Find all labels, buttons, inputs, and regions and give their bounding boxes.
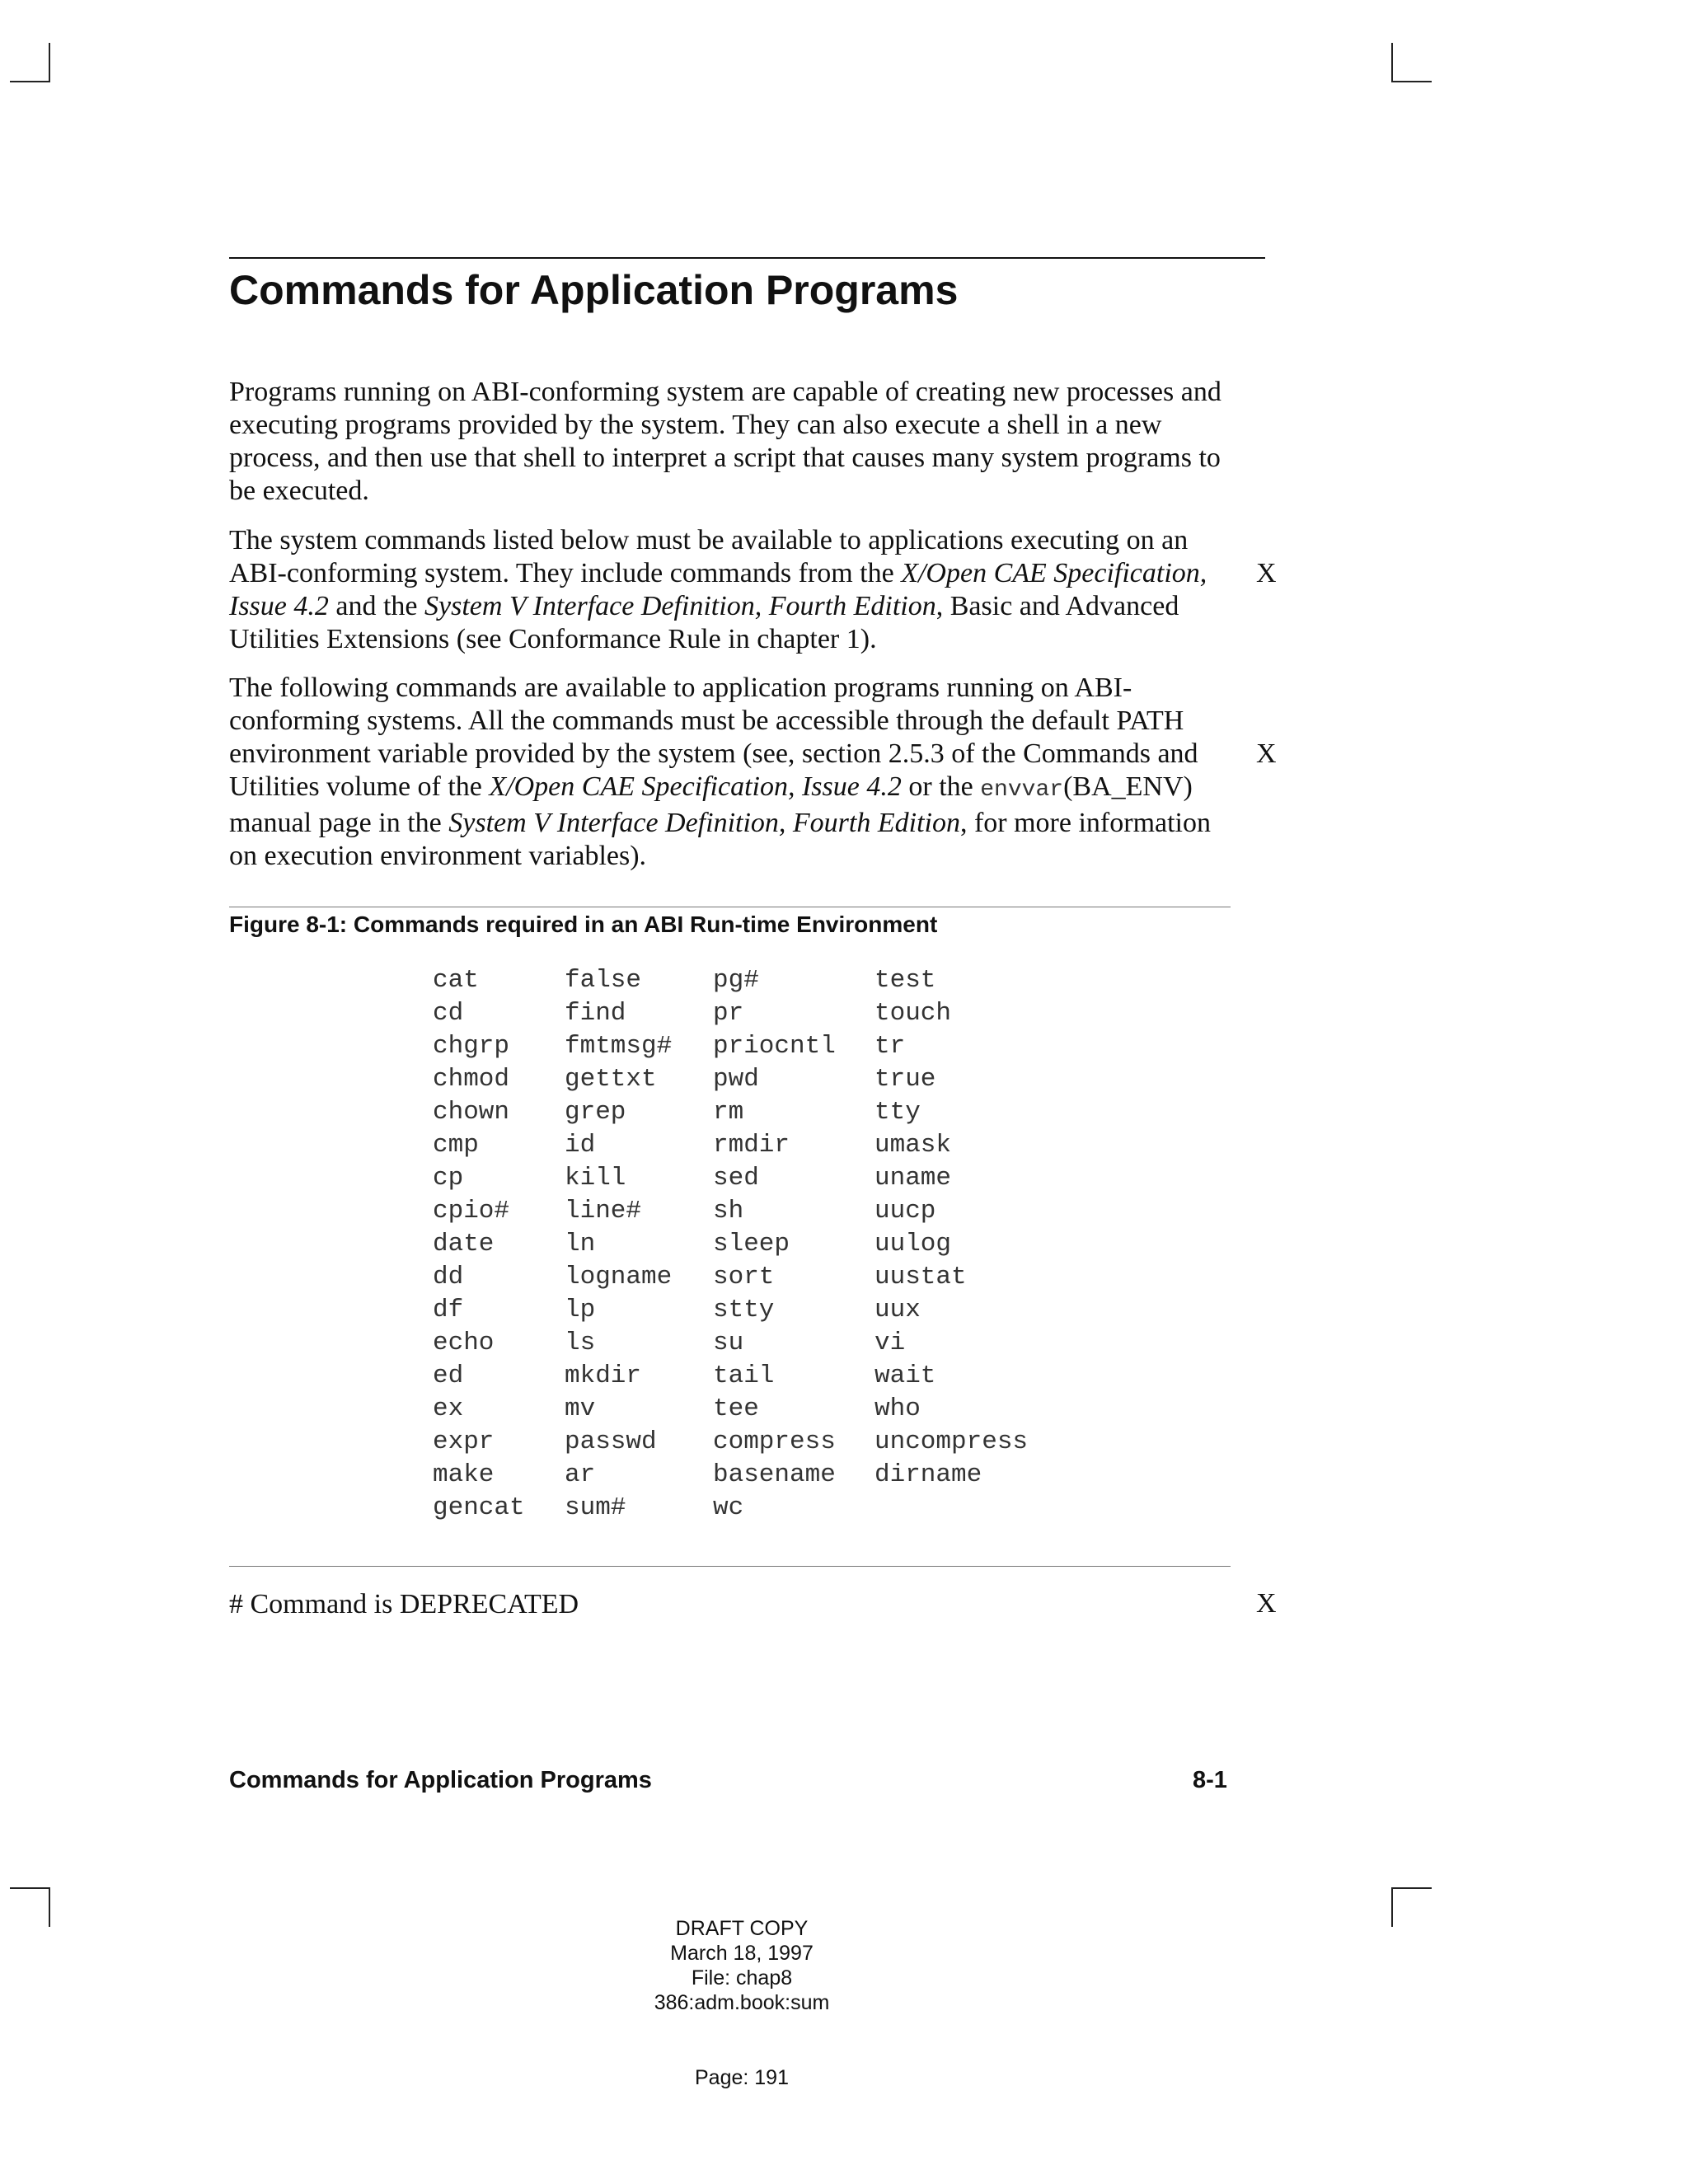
footer-chapter-title: Commands for Application Programs bbox=[229, 1767, 652, 1793]
command-item: ex bbox=[433, 1394, 464, 1423]
command-item: ln bbox=[565, 1230, 596, 1258]
command-item: sh bbox=[713, 1197, 744, 1226]
command-item: cat bbox=[433, 966, 479, 995]
command-column-4 bbox=[874, 964, 1028, 1492]
command-item: cpio# bbox=[433, 1197, 510, 1226]
crop-mark-top-right bbox=[1391, 81, 1432, 82]
command-item: uname bbox=[874, 1164, 952, 1193]
command-item: grep bbox=[565, 1098, 626, 1127]
command-column-2 bbox=[565, 964, 672, 1525]
command-item: chmod bbox=[433, 1065, 510, 1094]
command-item: uustat bbox=[874, 1263, 967, 1291]
command-item: wc bbox=[713, 1493, 744, 1522]
command-item: test bbox=[874, 966, 936, 995]
command-item: tty bbox=[874, 1098, 921, 1127]
command-item: umask bbox=[874, 1131, 952, 1160]
crop-mark-top-left bbox=[49, 43, 50, 82]
paragraph-3-text bbox=[229, 672, 1243, 873]
draft-book: 386:adm.book:sum bbox=[654, 1991, 830, 2014]
crop-mark-bottom-left bbox=[10, 1887, 50, 1889]
command-item: passwd bbox=[565, 1427, 657, 1456]
command-item: cp bbox=[433, 1164, 464, 1193]
command-item: chgrp bbox=[433, 1032, 510, 1061]
paragraph-2 bbox=[229, 524, 1243, 656]
change-mark: X bbox=[1256, 1588, 1277, 1619]
command-item: touch bbox=[874, 999, 952, 1028]
footer-page-number: 8-1 bbox=[1193, 1767, 1227, 1793]
command-item: tee bbox=[713, 1394, 759, 1423]
command-item: cd bbox=[433, 999, 464, 1028]
command-item: sleep bbox=[713, 1230, 790, 1258]
command-item: false bbox=[565, 966, 642, 995]
command-item: ls bbox=[565, 1329, 596, 1357]
page-title: Commands for Application Programs bbox=[229, 267, 959, 313]
command-item: find bbox=[565, 999, 626, 1028]
command-item: expr bbox=[433, 1427, 495, 1456]
command-item: fmtmsg# bbox=[565, 1032, 673, 1061]
paragraph-1-text: Programs running on ABI-conforming system are capable of creating new processes and executing programs provided by the system. They can also execute a shell in a new process, and then use that shell to interpret a script that causes many system programs to be executed. bbox=[229, 377, 1221, 506]
command-item: logname bbox=[565, 1263, 673, 1291]
paragraph-2-text-a: The system commands listed below must be available to applications executing on an ABI-conforming system. They include commands from the bbox=[229, 525, 1189, 588]
command-item: sort bbox=[713, 1263, 775, 1291]
command-item: gencat bbox=[433, 1493, 525, 1522]
deprecated-footnote: # Command is DEPRECATED bbox=[229, 1589, 579, 1619]
command-item: df bbox=[433, 1296, 464, 1324]
change-mark: X bbox=[1256, 738, 1277, 769]
command-item: stty bbox=[713, 1296, 775, 1324]
command-item: rm bbox=[713, 1098, 744, 1127]
crop-mark-top-right bbox=[1391, 43, 1393, 82]
command-item: sed bbox=[713, 1164, 759, 1193]
paragraph-3 bbox=[229, 672, 1243, 873]
command-item: tail bbox=[713, 1361, 775, 1390]
paragraph-3-text-c: or the bbox=[901, 771, 981, 802]
xopen-spec-citation: X/Open CAE Specification, Issue 4.2 bbox=[229, 558, 1207, 621]
command-item: uncompress bbox=[874, 1427, 1029, 1456]
command-item: who bbox=[874, 1394, 921, 1423]
draft-stamp bbox=[577, 1916, 907, 2015]
draft-label: DRAFT COPY bbox=[675, 1917, 809, 1940]
crop-mark-bottom-right bbox=[1391, 1887, 1393, 1927]
command-item: ed bbox=[433, 1361, 464, 1390]
command-item: mkdir bbox=[565, 1361, 642, 1390]
command-column-1 bbox=[433, 964, 525, 1525]
command-item: ar bbox=[565, 1460, 596, 1489]
command-item: sum# bbox=[565, 1493, 626, 1522]
title-rule bbox=[229, 257, 1265, 259]
crop-mark-bottom-right bbox=[1391, 1887, 1432, 1889]
paragraph-3-text-a: The following commands are available to application programs running on ABI-conforming systems. All the commands must be accessible through the default PATH environment variable provided by the system (see, section 2.5.3 of the Commands and Utilities volume of the bbox=[229, 673, 1198, 802]
envvar-command: envvar bbox=[980, 777, 1064, 803]
command-item: id bbox=[565, 1131, 596, 1160]
command-item: uucp bbox=[874, 1197, 936, 1226]
command-item: pr bbox=[713, 999, 744, 1028]
paragraph-3-text-g: , for more information on execution environment variables). bbox=[229, 808, 1211, 871]
svid-citation: System V Interface Definition, Fourth Edition bbox=[424, 591, 936, 621]
command-item: uulog bbox=[874, 1230, 952, 1258]
figure-bottom-rule bbox=[229, 1566, 1231, 1567]
command-item: true bbox=[874, 1065, 936, 1094]
command-item: tr bbox=[874, 1032, 906, 1061]
command-item: wait bbox=[874, 1361, 936, 1390]
draft-page-number: Page: 191 bbox=[695, 2066, 789, 2089]
crop-mark-top-left bbox=[10, 81, 50, 82]
command-item: line# bbox=[565, 1197, 642, 1226]
command-item: cmp bbox=[433, 1131, 479, 1160]
command-item: uux bbox=[874, 1296, 921, 1324]
xopen-spec-citation: X/Open CAE Specification, Issue 4.2 bbox=[489, 771, 902, 802]
draft-file: File: chap8 bbox=[691, 1966, 793, 1990]
command-item: priocntl bbox=[713, 1032, 836, 1061]
command-item: chown bbox=[433, 1098, 510, 1127]
command-item: pg# bbox=[713, 966, 759, 995]
command-column-3 bbox=[713, 964, 836, 1525]
paragraph-1 bbox=[229, 376, 1243, 508]
command-item: compress bbox=[713, 1427, 836, 1456]
command-item: echo bbox=[433, 1329, 495, 1357]
paragraph-2-text bbox=[229, 524, 1243, 656]
crop-mark-bottom-left bbox=[49, 1887, 50, 1927]
command-item: mv bbox=[565, 1394, 596, 1423]
command-item: date bbox=[433, 1230, 495, 1258]
command-item: kill bbox=[565, 1164, 626, 1193]
paragraph-3-text-e: (BA_ENV) manual page in the bbox=[229, 771, 1193, 838]
command-item: make bbox=[433, 1460, 495, 1489]
paragraph-2-text-c: and the bbox=[328, 591, 425, 621]
command-item: vi bbox=[874, 1329, 906, 1357]
command-item: pwd bbox=[713, 1065, 759, 1094]
command-item: dd bbox=[433, 1263, 464, 1291]
command-item: lp bbox=[565, 1296, 596, 1324]
command-item: gettxt bbox=[565, 1065, 657, 1094]
command-item: basename bbox=[713, 1460, 836, 1489]
figure-caption: Figure 8-1: Commands required in an ABI Run-time Environment bbox=[229, 912, 938, 937]
command-item: rmdir bbox=[713, 1131, 790, 1160]
command-item: su bbox=[713, 1329, 744, 1357]
draft-date: March 18, 1997 bbox=[670, 1942, 814, 1965]
change-mark: X bbox=[1256, 558, 1277, 588]
paragraph-2-text-e: , Basic and Advanced Utilities Extensions (see Conformance Rule in chapter 1). bbox=[229, 591, 1179, 654]
command-item: dirname bbox=[874, 1460, 982, 1489]
svid-citation: System V Interface Definition, Fourth Edition bbox=[448, 808, 960, 838]
